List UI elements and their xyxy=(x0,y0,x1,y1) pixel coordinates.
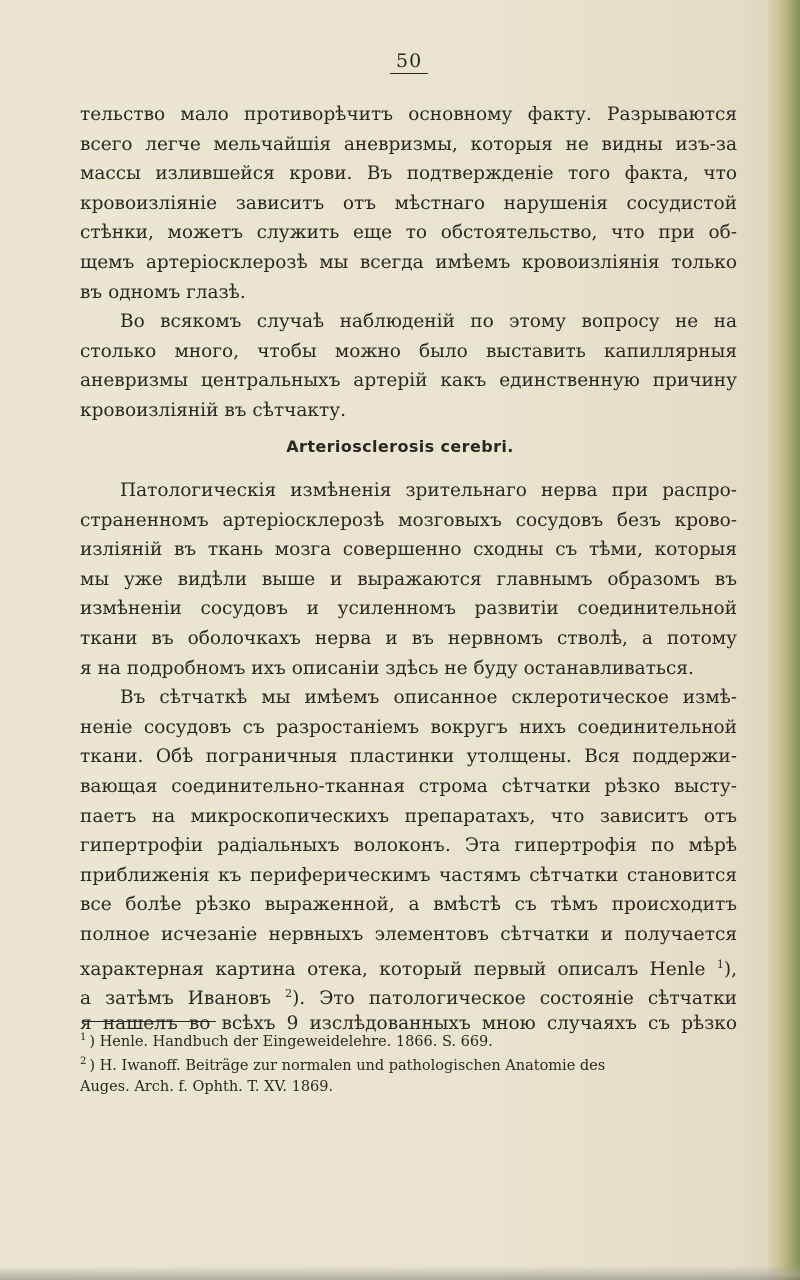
page-edge-shadow xyxy=(766,0,800,1280)
text-line: Въ сѣтчаткѣ мы имѣемъ описанное склеротическое измѣ- xyxy=(120,687,737,709)
text-line: ткани. Обѣ пограничныя пластинки утолщены. Вся поддержи- xyxy=(80,746,737,768)
footnote-text: ) H. Iwanoff. Beiträge zur normalen und pathologischen Anatomie des xyxy=(89,1058,606,1075)
section-heading: Arteriosclerosis cerebri. xyxy=(286,437,514,456)
text-line: полное исчезаніе нервныхъ элементовъ сѣтчатки и получается xyxy=(80,923,737,945)
text-line: приближенія къ периферическимъ частямъ сѣтчатки становится xyxy=(80,864,737,886)
text-line: неніе сосудовъ съ разростаніемъ вокругъ нихъ соединительной xyxy=(80,716,737,738)
footnote-mark: 1 xyxy=(80,1032,87,1043)
text-line: мы уже видѣли выше и выражаются главнымъ образомъ въ xyxy=(80,568,737,590)
text-line: Патологическія измѣненія зрительнаго нерва при распро- xyxy=(120,480,737,501)
page-number: 50 xyxy=(390,50,428,74)
text-line: Во всякомъ случаѣ наблюденій по этому вопросу не на xyxy=(120,311,737,333)
text-line: тельство мало противорѣчитъ основному факту. Разрываются xyxy=(80,104,737,125)
text-line: въ одномъ глазѣ. xyxy=(80,281,246,303)
text-line: я нашелъ во всѣхъ 9 изслѣдованныхъ мною случаяхъ съ рѣзко xyxy=(80,1012,737,1034)
paragraph-continued xyxy=(80,100,737,426)
text-line: вающая соединительно-тканная строма сѣтчатки рѣзко высту- xyxy=(80,775,737,797)
footnote-mark: 2 xyxy=(80,1056,87,1068)
line-text: характерная картина отека, который первый описалъ Henle xyxy=(80,958,706,980)
footnotes xyxy=(80,1028,737,1097)
text-line: все болѣе рѣзко выраженной, а вмѣстѣ съ тѣмъ происходитъ xyxy=(80,894,737,916)
footnote-ref: 2 xyxy=(285,987,293,1001)
text-line: кровоизліяніе зависитъ отъ мѣстнаго нарушенія сосудистой xyxy=(80,192,737,214)
footnote-continuation xyxy=(80,1077,737,1098)
page-bottom-edge xyxy=(0,1266,800,1280)
text-line: страненномъ артеріосклерозѣ мозговыхъ сосудовъ безъ крово- xyxy=(80,509,737,531)
text-line: гипертрофіи радіальныхъ волоконъ. Эта гипертрофія по мѣрѣ xyxy=(80,835,737,857)
line-tail: ). Это патологическое состояніе сѣтчатки xyxy=(292,988,737,1009)
text-line-with-footnote-ref xyxy=(80,950,737,980)
text-line: всего легче мельчайшія аневризмы, которыя не видны изъ-за xyxy=(80,133,737,155)
text-line: измѣненіи сосудовъ и усиленномъ развитіи соединительной xyxy=(80,598,737,620)
footnote xyxy=(80,1028,737,1052)
line-tail: ), xyxy=(723,958,737,980)
text-line: стѣнки, можетъ служить еще то обстоятельство, что при об- xyxy=(80,222,737,244)
footnote-text: Auges. Arch. f. Ophth. T. XV. 1869. xyxy=(80,1078,334,1095)
text-line-with-footnote-ref xyxy=(80,979,737,1009)
line-text: а затѣмъ Ивановъ xyxy=(80,988,272,1009)
text-line: кровоизліяній въ сѣтчакту. xyxy=(80,399,346,421)
text-line: аневризмы центральныхъ артерій какъ единственную причину xyxy=(80,370,737,392)
footnote-text: ) Henle. Handbuch der Eingeweidelehre. 1866. S. 669. xyxy=(89,1033,493,1050)
text-line: щемъ артеріосклерозѣ мы всегда имѣемъ кровоизліянія только xyxy=(80,251,737,273)
text-line: ткани въ оболочкахъ нерва и въ нервномъ стволѣ, а потому xyxy=(80,627,737,649)
footnote-divider xyxy=(82,1021,216,1022)
text-line: столько много, чтобы можно было выставить капиллярныя xyxy=(80,340,737,362)
paragraph-main xyxy=(80,476,737,1038)
text-line: изліяній въ ткань мозга совершенно сходны съ тѣми, которыя xyxy=(80,539,737,561)
footnote-ref: 1 xyxy=(716,957,724,971)
footnote xyxy=(80,1052,737,1076)
text-line: паетъ на микроскопическихъ препаратахъ, что зависитъ отъ xyxy=(80,805,737,827)
text-line: я на подробномъ ихъ описаніи здѣсь не буду останавливаться. xyxy=(80,657,694,679)
text-line: массы излившейся крови. Въ подтвержденіе того факта, что xyxy=(80,163,737,185)
